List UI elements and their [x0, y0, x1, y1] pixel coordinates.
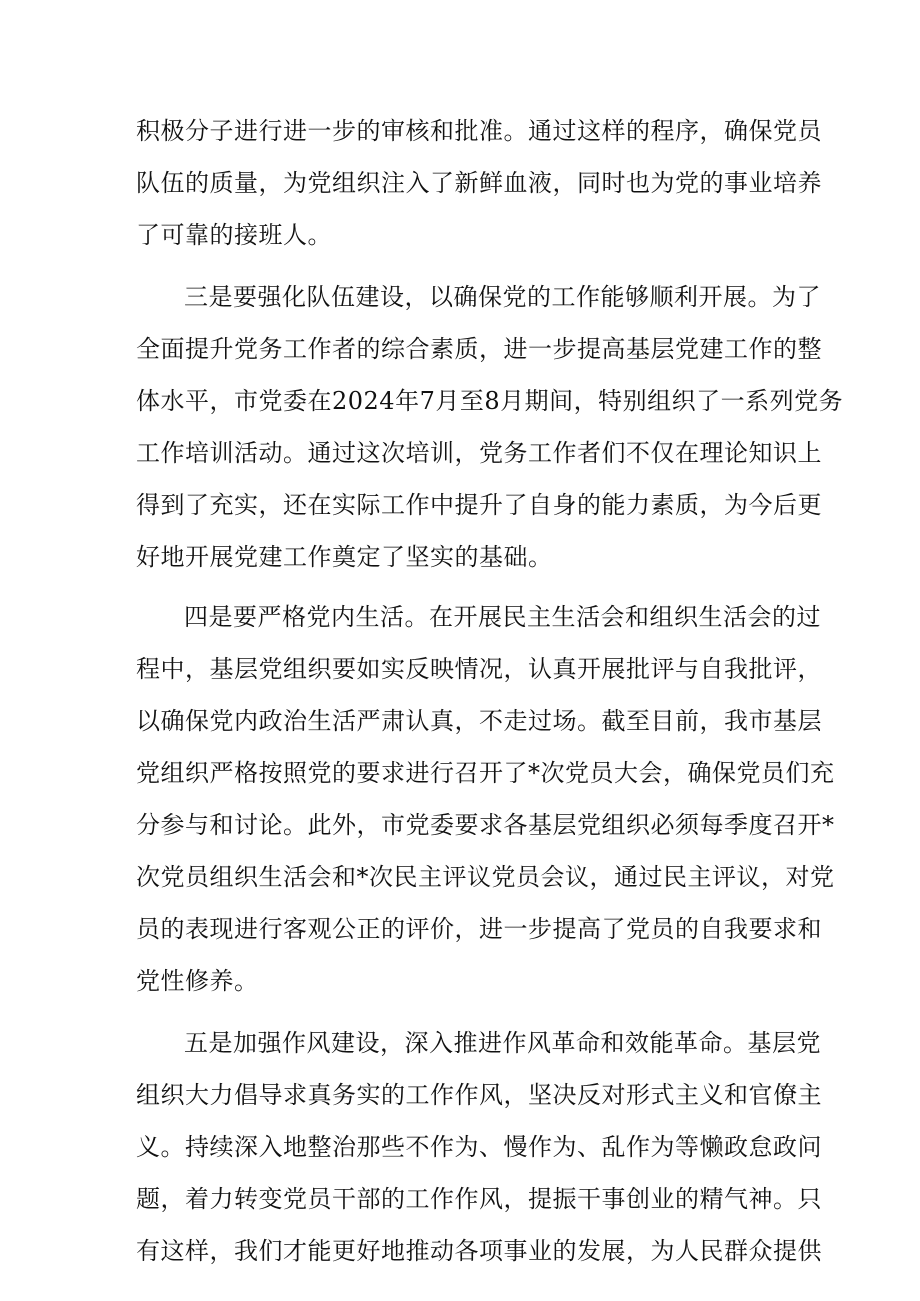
- text-line: 体水平，市党委在2024年7月至8月期间，特别组织了一系列党务: [136, 387, 844, 415]
- text-line: 组织大力倡导求真务实的工作作风，坚决反对形式主义和官僚主: [136, 1081, 822, 1109]
- text-line: 以确保党内政治生活严肃认真，不走过场。截至目前，我市基层: [136, 707, 822, 735]
- text-line: 次党员组织生活会和*次民主评议党员会议，通过民主评议，对党: [136, 863, 835, 891]
- text-line: 队伍的质量，为党组织注入了新鲜血液，同时也为党的事业培养: [136, 169, 822, 197]
- text-line: 工作培训活动。通过这次培训，党务工作者们不仅在理论知识上: [136, 439, 822, 467]
- text-line: 党性修养。: [136, 967, 259, 995]
- text-line: 了可靠的接班人。: [136, 221, 332, 249]
- text-line: 有这样，我们才能更好地推动各项事业的发展，为人民群众提供: [136, 1237, 822, 1265]
- text-line: 题，着力转变党员干部的工作作风，提振干事创业的精气神。只: [136, 1185, 822, 1213]
- text-line: 分参与和讨论。此外，市党委要求各基层党组织必须每季度召开*: [136, 811, 835, 839]
- text-line: 员的表现进行客观公正的评价，进一步提高了党员的自我要求和: [136, 915, 822, 943]
- text-line: 全面提升党务工作者的综合素质，进一步提高基层党建工作的整: [136, 335, 822, 363]
- text-line: 四是要严格党内生活。在开展民主生活会和组织生活会的过: [184, 603, 821, 631]
- text-line: 积极分子进行进一步的审核和批准。通过这样的程序，确保党员: [136, 117, 822, 145]
- text-line: 五是加强作风建设，深入推进作风革命和效能革命。基层党: [184, 1029, 821, 1057]
- text-line: 好地开展党建工作奠定了坚实的基础。: [136, 543, 553, 571]
- text-line: 三是要强化队伍建设，以确保党的工作能够顺利开展。为了: [184, 283, 821, 311]
- text-line: 义。持续深入地整治那些不作为、慢作为、乱作为等懒政怠政问: [136, 1133, 822, 1161]
- text-line: 得到了充实，还在实际工作中提升了自身的能力素质，为今后更: [136, 491, 822, 519]
- text-line: 党组织严格按照党的要求进行召开了*次党员大会，确保党员们充: [136, 759, 835, 787]
- text-line: 程中，基层党组织要如实反映情况，认真开展批评与自我批评，: [136, 655, 822, 683]
